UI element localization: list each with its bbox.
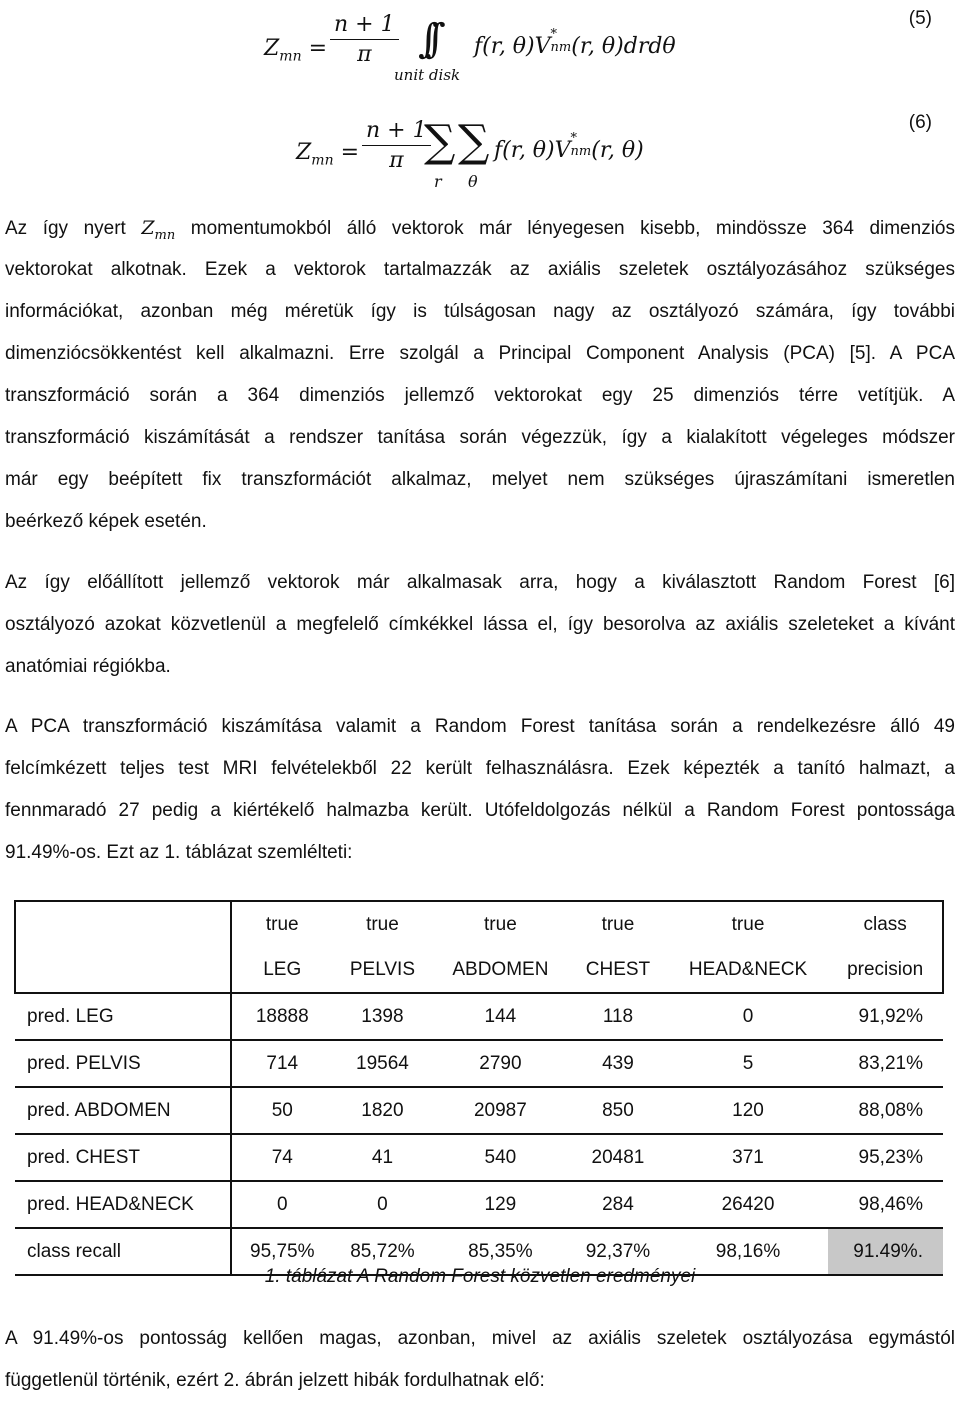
table-cell: 0 xyxy=(231,1181,332,1228)
table-cell: 95,23% xyxy=(828,1134,943,1181)
paragraph-line: fennmaradó 27 pedig a kiértékelő halmazba került. Utófeldolgozás nélkül a Random Forest pontossága xyxy=(5,800,955,821)
table-header-cell: CHEST xyxy=(568,947,668,993)
table-cell: 18888 xyxy=(231,993,332,1040)
table-header-cell: class xyxy=(828,901,943,947)
table-cell: 88,08% xyxy=(828,1087,943,1134)
eq6-lhs: $Z_{mn}$ = xyxy=(296,140,360,169)
paragraph-line: osztályozó azokat közvetlenül a megfelelő címkékkel lássa el, így besorolva az axiális szeleteket a kívánt xyxy=(5,614,955,635)
paragraph-line: Az így nyert $Z_{mn}$ momentumokból álló vektorok már lényegesen kisebb, mindössze 364 dimenziós xyxy=(5,217,955,243)
row-label: pred. HEAD&NECK xyxy=(15,1181,231,1228)
paragraph-line: beérkező képek esetén. xyxy=(5,511,207,532)
paragraph-training xyxy=(5,706,955,874)
table-cell: 1820 xyxy=(332,1087,433,1134)
eq6-sum1-sub: r xyxy=(434,172,442,191)
table-cell: 0 xyxy=(668,993,828,1040)
table-cell: 5 xyxy=(668,1040,828,1087)
eq5-fraction: $\frac{n + 1}{\pi}$ xyxy=(330,12,399,67)
table-cell: 98,16% xyxy=(668,1228,828,1275)
paragraph-line: anatómiai régiókba. xyxy=(5,656,171,677)
table-header-cell: LEG xyxy=(231,947,332,993)
table-header-row-top xyxy=(15,901,943,947)
table-cell: 85,72% xyxy=(332,1228,433,1275)
table-header-cell xyxy=(15,947,231,993)
table-caption: 1. táblázat A Random Forest közvetlen eredményei xyxy=(264,1266,696,1287)
table-cell: 2790 xyxy=(433,1040,568,1087)
eq5-integrand: f(r, θ)V * nm (r, θ)drdθ xyxy=(474,27,676,59)
results-table xyxy=(14,900,944,1276)
paragraph-accuracy-note xyxy=(5,1318,955,1402)
table-header-cell: true xyxy=(265,913,299,935)
table-cell: 129 xyxy=(433,1181,568,1228)
paragraph-line: 91.49%-os. Ezt az 1. táblázat szemlélteti: xyxy=(5,842,353,863)
table-row xyxy=(15,993,943,1040)
eq6-integrand: f(r, θ)V * nm (r, θ) xyxy=(494,131,644,163)
eq5-integral-sub: unit disk xyxy=(394,66,461,84)
equation-number-6: (6) xyxy=(908,112,932,133)
table-cell: 20987 xyxy=(433,1087,568,1134)
table-header-cell xyxy=(15,901,231,947)
table-cell: 439 xyxy=(568,1040,668,1087)
paragraph-line: Az így előállított jellemző vektorok már alkalmasak arra, hogy a kiválasztott Random Forest [6] xyxy=(5,572,955,593)
table-cell: 118 xyxy=(568,993,668,1040)
paragraph-line: dimenziócsökkentést kell alkalmazni. Erre szolgál a Principal Component Analysis (PCA) [5]. A PCA xyxy=(5,343,955,364)
paragraph-zernike-vectors xyxy=(5,207,955,543)
table-cell: 850 xyxy=(568,1087,668,1134)
table-cell: 19564 xyxy=(332,1040,433,1087)
eq6-sum2-sub: θ xyxy=(468,172,478,191)
table-row xyxy=(15,1087,943,1134)
table-cell: 540 xyxy=(433,1134,568,1181)
paragraph-line: függetlenül történik, ezért 2. ábrán jelzett hibák fordulhatnak elő: xyxy=(5,1370,545,1391)
table-header-cell: true xyxy=(731,913,765,935)
table-cell: 50 xyxy=(231,1087,332,1134)
table-cell: 85,35% xyxy=(433,1228,568,1275)
table-cell: 371 xyxy=(668,1134,828,1181)
table-cell: 91,92% xyxy=(828,993,943,1040)
paragraph-line: A PCA transzformáció kiszámítása valamit a Random Forest tanítása során a rendelkezésre álló 49 xyxy=(5,716,955,737)
table-row xyxy=(15,1040,943,1087)
row-label: pred. CHEST xyxy=(15,1134,231,1181)
paragraph-line: transzformáció kiszámítását a rendszer tanítása során végezzük, így a kialakított végeleges módszer xyxy=(5,427,955,448)
table-cell: 92,37% xyxy=(568,1228,668,1275)
row-label: pred. ABDOMEN xyxy=(15,1087,231,1134)
table-cell: 74 xyxy=(231,1134,332,1181)
paragraph-line: információkat, azonban még méretük így is túlságosan nagy az osztályozó számára, így további xyxy=(5,301,955,322)
table-row xyxy=(15,1181,943,1228)
overall-accuracy-cell: 91.49%. xyxy=(828,1228,943,1275)
equation-5 xyxy=(0,8,960,88)
table-cell: 1398 xyxy=(332,993,433,1040)
double-integral-symbol: ∫∫ xyxy=(418,16,432,62)
table-cell: 284 xyxy=(568,1181,668,1228)
equation-6 xyxy=(0,100,960,195)
table-header-cell: true xyxy=(601,913,635,935)
paragraph-random-forest xyxy=(5,562,955,688)
paragraph-line: vektorokat alkotnak. Ezek a vektorok tartalmazzák az axiális szeletek osztályozásához szükséges xyxy=(5,259,955,280)
inline-math-zmn: $Z_{mn}$ xyxy=(141,217,176,243)
table-header-cell: ABDOMEN xyxy=(433,947,568,993)
sum-symbol-r: ∑ xyxy=(424,116,456,167)
table-cell: 98,46% xyxy=(828,1181,943,1228)
table-header-cell: true xyxy=(366,913,399,935)
eq5-lhs: $Z_{mn}$ = xyxy=(264,36,328,65)
table-cell: 95,75% xyxy=(231,1228,332,1275)
paragraph-line: már egy beépített fix transzformációt alkalmaz, melyet nem szükséges újraszámítani ismeretlen xyxy=(5,469,955,490)
paragraph-line: felcímkézett teljes test MRI felvételekből 22 került felhasználásra. Ezek képezték a tanító halmazt, a xyxy=(5,758,955,779)
row-label: pred. PELVIS xyxy=(15,1040,231,1087)
table-header-cell: PELVIS xyxy=(332,947,433,993)
table-cell: 714 xyxy=(231,1040,332,1087)
row-label: class recall xyxy=(15,1228,231,1275)
equation-number-5: (5) xyxy=(908,8,932,29)
table-cell: 0 xyxy=(332,1181,433,1228)
table-cell: 144 xyxy=(433,993,568,1040)
eq6-fraction: $\frac{n + 1}{\pi}$ xyxy=(362,118,431,173)
paragraph-line: A 91.49%-os pontosság kellően magas, azonban, mivel az axiális szeletek osztályozása egymástól xyxy=(5,1328,955,1349)
table-cell: 41 xyxy=(332,1134,433,1181)
sum-symbol-theta: ∑ xyxy=(458,116,490,167)
table-cell: 120 xyxy=(668,1087,828,1134)
table-cell: 20481 xyxy=(568,1134,668,1181)
table-header-cell: HEAD&NECK xyxy=(668,947,828,993)
table-header-row-bottom xyxy=(15,947,943,993)
table-header-cell: true xyxy=(484,913,517,935)
table-cell: 83,21% xyxy=(828,1040,943,1087)
paragraph-line: transzformáció során a 364 dimenziós jellemző vektorokat egy 25 dimenziós térre vetítjük. A xyxy=(5,385,955,406)
table-cell: 26420 xyxy=(668,1181,828,1228)
table-header-cell: precision xyxy=(828,947,943,993)
row-label: pred. LEG xyxy=(15,993,231,1040)
table-row xyxy=(15,1134,943,1181)
